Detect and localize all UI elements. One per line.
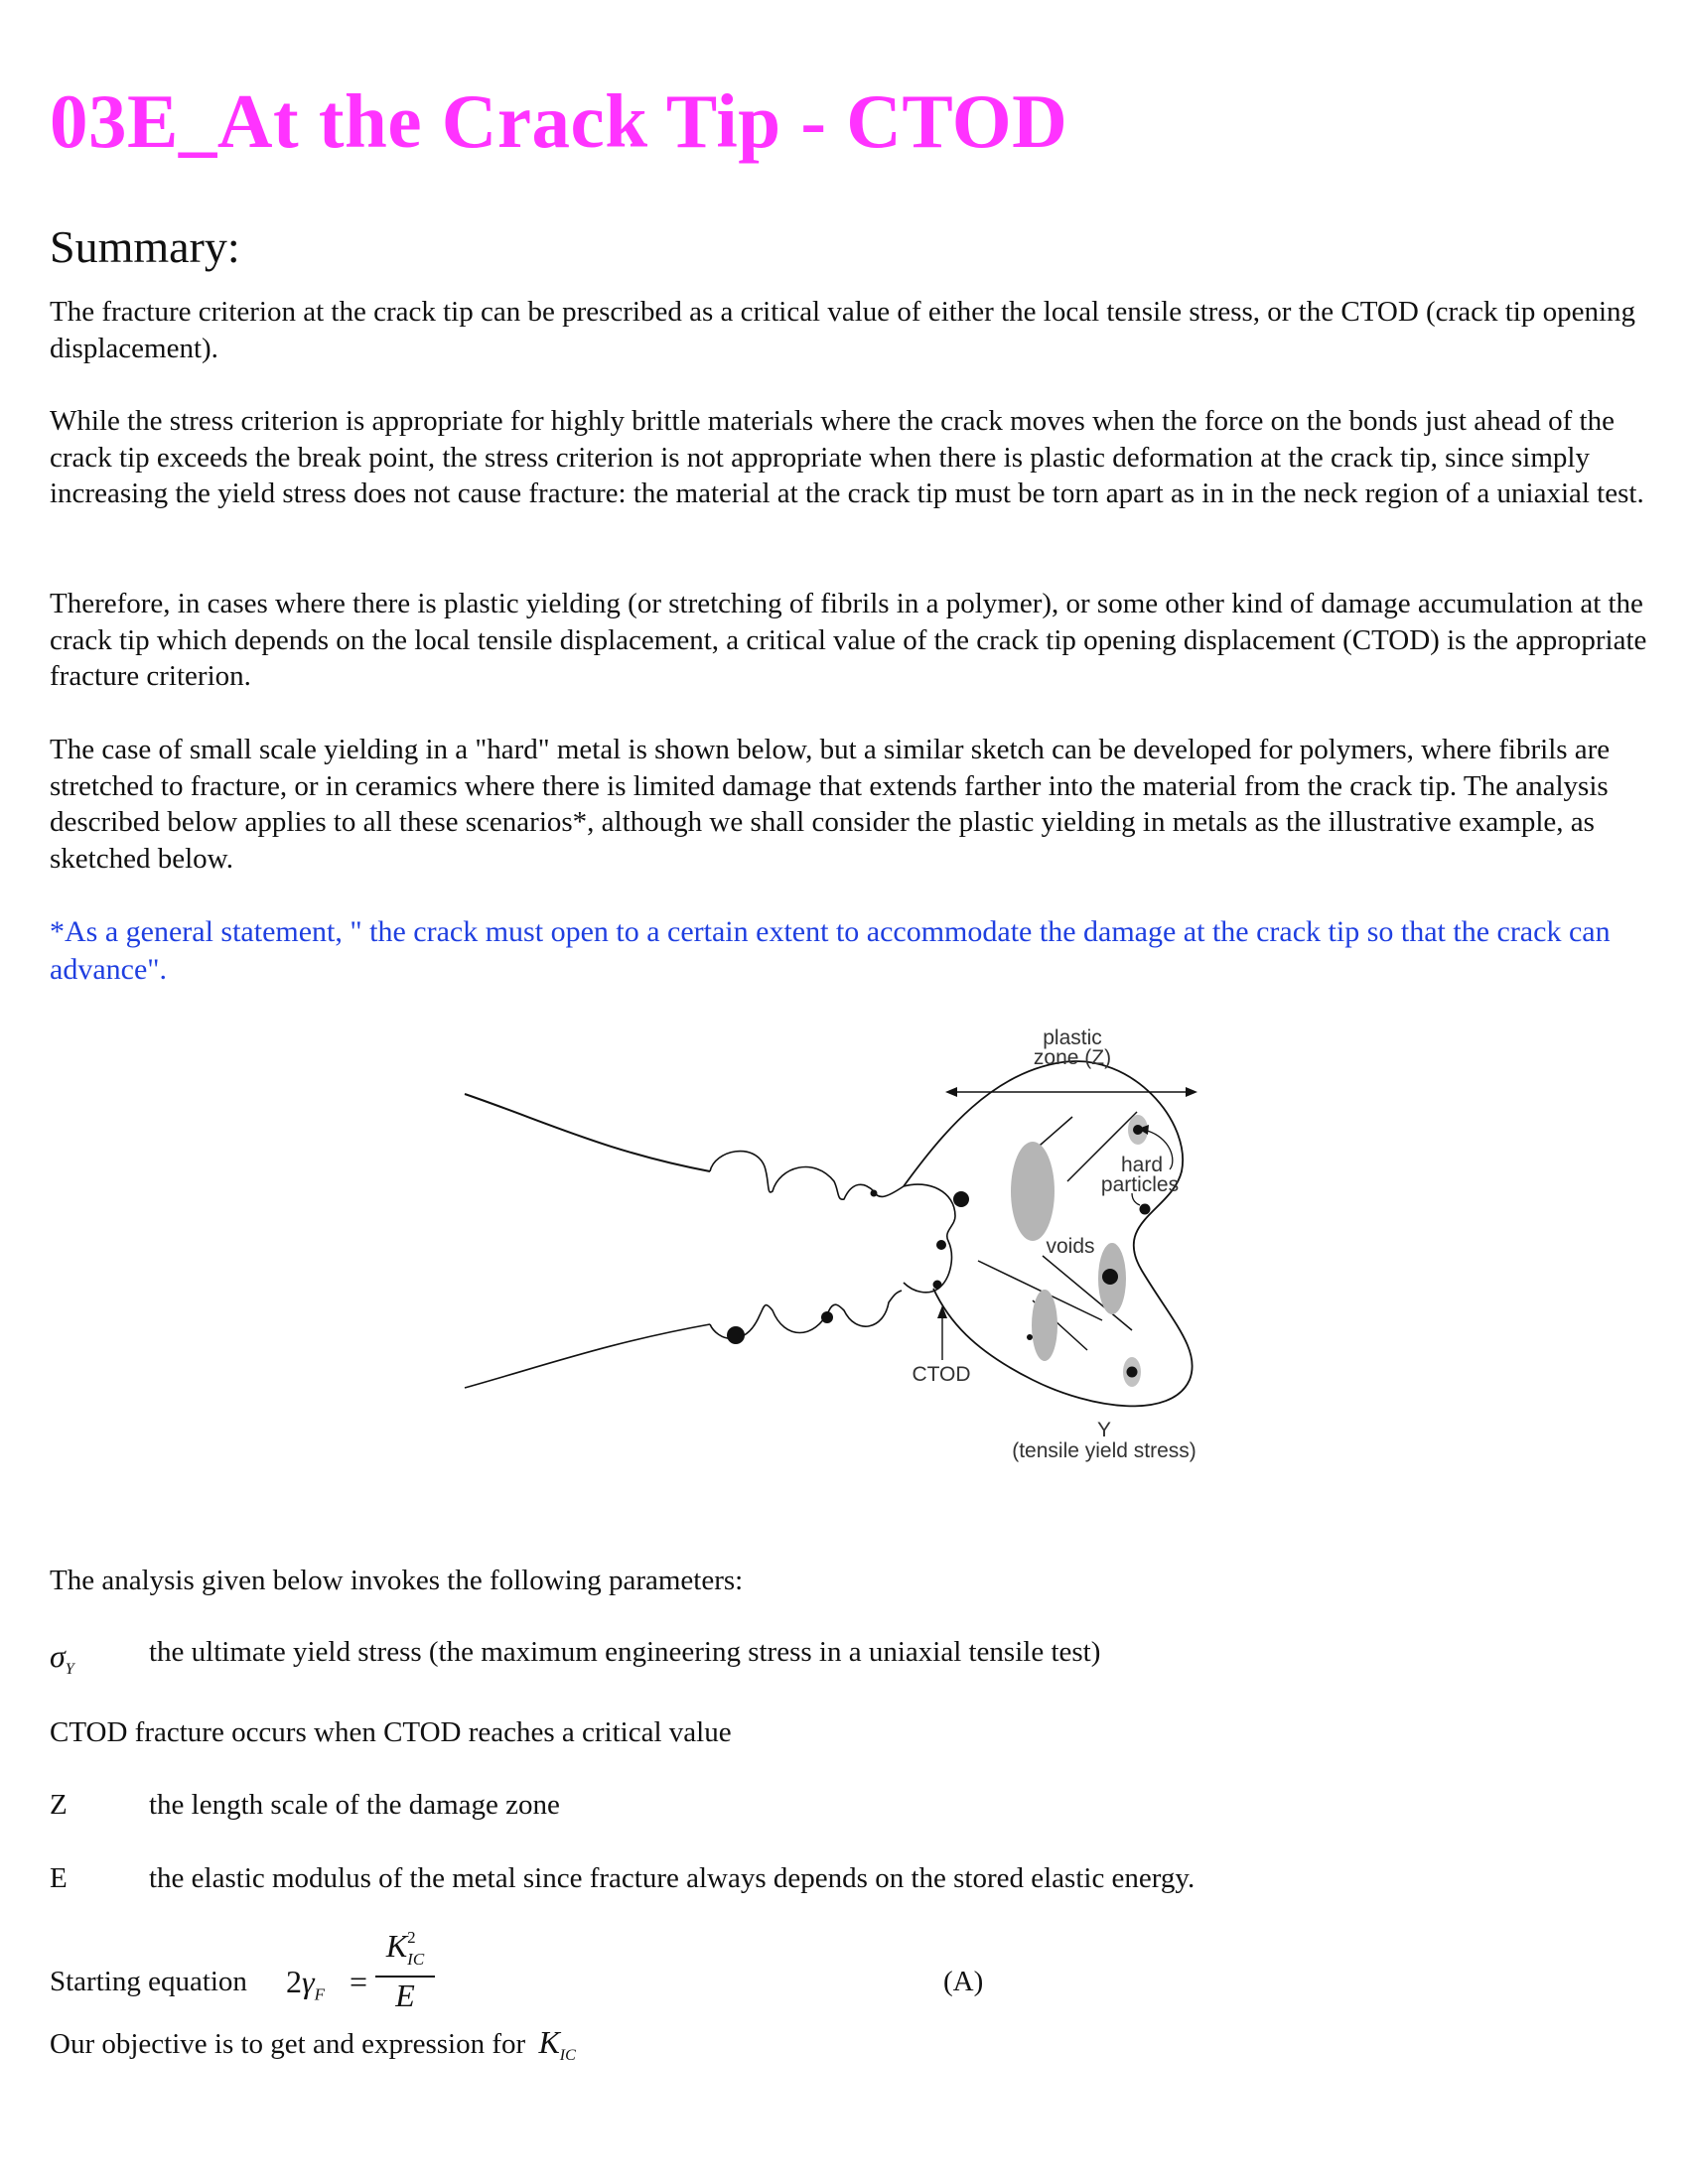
hard-particles-label-1: hard: [1120, 1154, 1164, 1176]
k-symbol: K: [385, 1928, 408, 1964]
param-sigma: [50, 1634, 1638, 1678]
starting-equation: [50, 1928, 1638, 2013]
plastic-zone-label-2: zone (Z): [1033, 1046, 1112, 1069]
paragraph-1: The fracture criterion at the crack tip can be prescribed as a critical value of either the local tensile stress, or the CTOD (crack tip opening displacement).: [50, 296, 1635, 364]
equation-fraction: [375, 1928, 435, 2013]
particle: [933, 1281, 942, 1290]
equation-label: Starting equation: [50, 1966, 247, 1997]
equation-lhs: [286, 1964, 325, 2004]
particle: [1140, 1204, 1151, 1215]
particle: [871, 1190, 878, 1197]
particle: [1027, 1334, 1033, 1340]
void-lower: [1032, 1290, 1057, 1361]
sigma-description: the ultimate yield stress (the maximum engineering stress in a uniaxial tensile test): [149, 1636, 1101, 1668]
equation-tag: (A): [943, 1966, 984, 1997]
e-symbol: E: [50, 1862, 68, 1894]
plastic-zone-label-1: plastic: [1043, 1026, 1102, 1049]
voids-label: voids: [1046, 1235, 1095, 1258]
general-statement-note: *As a general statement, " the crack must open to a certain extent to accommodate the damage at the crack tip so that the crack can advance".: [50, 915, 1611, 986]
e-description: the elastic modulus of the metal since fracture always depends on the stored elastic energy.: [149, 1862, 1196, 1894]
kic-symbol: K: [538, 2024, 560, 2060]
objective-line: [50, 2024, 1638, 2064]
lhs-coef: 2: [286, 1964, 302, 1999]
sigma-subscript: Y: [65, 1660, 74, 1678]
ctod-criterion-line: CTOD fracture occurs when CTOD reaches a critical value: [50, 1716, 732, 1748]
paragraph-3: Therefore, in cases where there is plastic yielding (or stretching of fibrils in a polymer), or some other kind of damage accumulation at the crack tip which depends on the local tensile displacement, a critical value of the crack tip opening displacement (CTOD) is the appropriate fracture criterion.: [50, 588, 1647, 692]
z-description: the length scale of the damage zone: [149, 1789, 560, 1821]
particle: [821, 1311, 833, 1323]
objective-text: Our objective is to get and expression for: [50, 2028, 526, 2060]
particle: [1102, 1269, 1118, 1285]
gamma-subscript: F: [314, 1984, 325, 2004]
tensile-yield-stress-label: (tensile yield stress): [1012, 1439, 1196, 1462]
k-subscript: IC: [407, 1950, 425, 1969]
equals-sign: =: [350, 1964, 368, 1999]
crack-lower-flank: [465, 1324, 710, 1388]
hard-particles-label-2: particles: [1100, 1173, 1180, 1196]
paragraph-4: The case of small scale yielding in a "hard" metal is shown below, but a similar sketch can be developed for polymers, where fibrils are stretched to fracture, or in ceramics where there is limited damage that extends farther into the material from the crack tip. The analysis described below applies to all these scenarios*, although we shall consider the plastic yielding in metals as the illustrative example, as sketched below.: [50, 734, 1611, 875]
analysis-intro: The analysis given below invokes the following parameters:: [50, 1565, 744, 1596]
k-superscript: 2: [407, 1928, 416, 1947]
sigma-symbol: σ: [50, 1638, 66, 1674]
param-z: [50, 1787, 1638, 1827]
crack-tip-shape: [904, 1184, 955, 1293]
void-large: [1011, 1142, 1055, 1241]
crack-upper-flank: [465, 1094, 710, 1171]
paragraph-2: While the stress criterion is appropriate for highly brittle materials where the crack moves when the force on the bonds just ahead of the crack tip exceeds the break point, the stress criterion is not appropriate when there is plastic deformation at the crack tip, since simply increasing the yield stress does not cause fracture: the material at the crack tip must be torn apart as in in the neck region of a uniaxial test.: [50, 405, 1644, 509]
kic-subscript: IC: [559, 2046, 576, 2064]
particle: [727, 1326, 745, 1344]
z-symbol: Z: [50, 1789, 68, 1821]
denominator: E: [395, 1978, 415, 2013]
particle: [936, 1240, 946, 1250]
ctod-label: CTOD: [912, 1363, 971, 1386]
y-label: Y: [1096, 1419, 1112, 1441]
gamma-symbol: γ: [302, 1964, 315, 1999]
param-e: [50, 1860, 1638, 1900]
particle: [1127, 1367, 1138, 1378]
summary-heading: Summary:: [50, 221, 240, 272]
page-title: 03E_At the Crack Tip - CTOD: [50, 78, 1068, 164]
crack-tip-diagram: [437, 1023, 1231, 1489]
particle: [953, 1191, 969, 1207]
